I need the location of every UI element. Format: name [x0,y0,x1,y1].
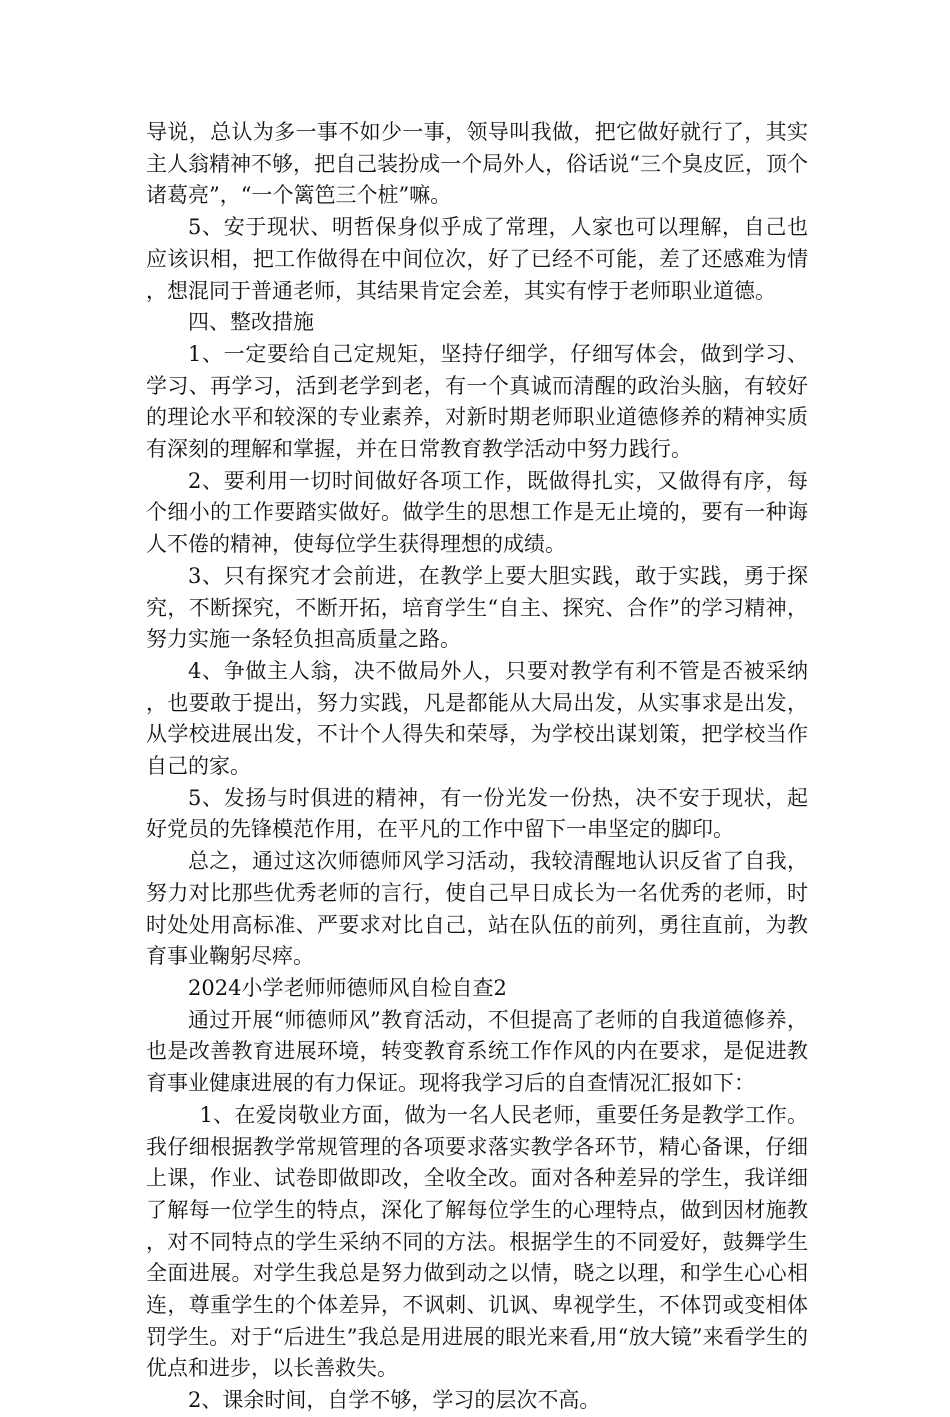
document-body [146,117,808,1417]
document-subtitle: 2024小学老师师德师风自检自查2 [188,975,507,1000]
section-heading-rectification: 四、整改措施 [188,310,314,335]
paragraph-study-gap: 2、课余时间，自学不够，学习的层次不高。 [188,1388,601,1413]
paragraph-continuation: 导说，总认为多一事不如少一事，领导叫我做，把它做好就行了，其实主人翁精神不够，把自己装扮成一个局外人，俗话说“三个臭皮匠，顶个诸葛亮”，“一个篱笆三个桩”嘛。 [146,120,808,208]
paragraph-measure-2: 2、要利用一切时间做好各项工作，既做得扎实，又做得有序，每个细小的工作要踏实做好。做学生的思想工作是无止境的，要有一种诲人不倦的精神，使每位学生获得理想的成绩。 [146,468,808,557]
paragraph-measure-5: 5、发扬与时俱进的精神，有一份光发一份热，决不安于现状，起好党员的先锋模范作用，在平凡的工作中留下一串坚定的脚印。 [146,785,808,842]
paragraph-measure-3: 3、只有探究才会前进，在教学上要大胆实践，敢于实践，勇于探究，不断探究，不断开拓，培育学生“自主、探究、合作”的学习精神，努力实施一条轻负担高质量之路。 [146,563,808,652]
paragraph-measure-1: 1、一定要给自己定规矩，坚持仔细学，仔细写体会，做到学习、学习、再学习，活到老学到老，有一个真诚而清醒的政治头脑，有较好的理论水平和较深的专业素养，对新时期老师职业道德修养的精神实质有深刻的理解和掌握，并在日常教育教学活动中努力践行。 [146,341,808,462]
paragraph-item-5: 5、安于现状、明哲保身似乎成了常理，人家也可以理解，自己也应该识相，把工作做得在中间位次，好了已经不可能，差了还感难为情，想混同于普通老师，其结果肯定会差，其实有悖于老师职业道德。 [146,215,808,303]
paragraph-conclusion: 总之，通过这次师德师风学习活动，我较清醒地认识反省了自我，努力对比那些优秀老师的言行，使自己早日成长为一名优秀的老师，时时处处用高标准、严要求对比自己，站在队伍的前列，勇往直前，为教育事业鞠躬尽瘁。 [146,849,808,969]
paragraph-intro: 通过开展“师德师风”教育活动，不但提高了老师的自我道德修养，也是改善教育进展环境，转变教育系统工作作风的内在要求，是促进教育事业健康进展的有力保证。现将我学习后的自查情况汇报如下： [146,1007,808,1096]
paragraph-measure-4: 4、争做主人翁，决不做局外人，只要对教学有利不管是否被采纳，也要敢于提出，努力实践，凡是都能从大局出发，从实事求是出发，从学校进展出发，不计个人得失和荣辱，为学校出谋划策，把学校当作自己的家。 [146,658,808,779]
paragraph-dedication: 1、在爱岗敬业方面，做为一名人民老师，重要任务是教学工作。我仔细根据教学常规管理的各项要求落实教学各环节，精心备课，仔细上课，作业、试卷即做即改，全收全改。面对各种差异的学生，我详细了解每一位学生的特点，深化了解每位学生的心理特点，做到因材施教，对不同特点的学生采纳不同的方法。根据学生的不同爱好，鼓舞学生全面进展。对学生我总是努力做到动之以情，晓之以理，和学生心心相连，尊重学生的个体差异，不讽刺、讥讽、卑视学生，不体罚或变相体罚学生。对于“后进生”我总是用进展的眼光来看,用“放大镜”来看学生的优点和进步，以长善救失。 [146,1102,808,1381]
